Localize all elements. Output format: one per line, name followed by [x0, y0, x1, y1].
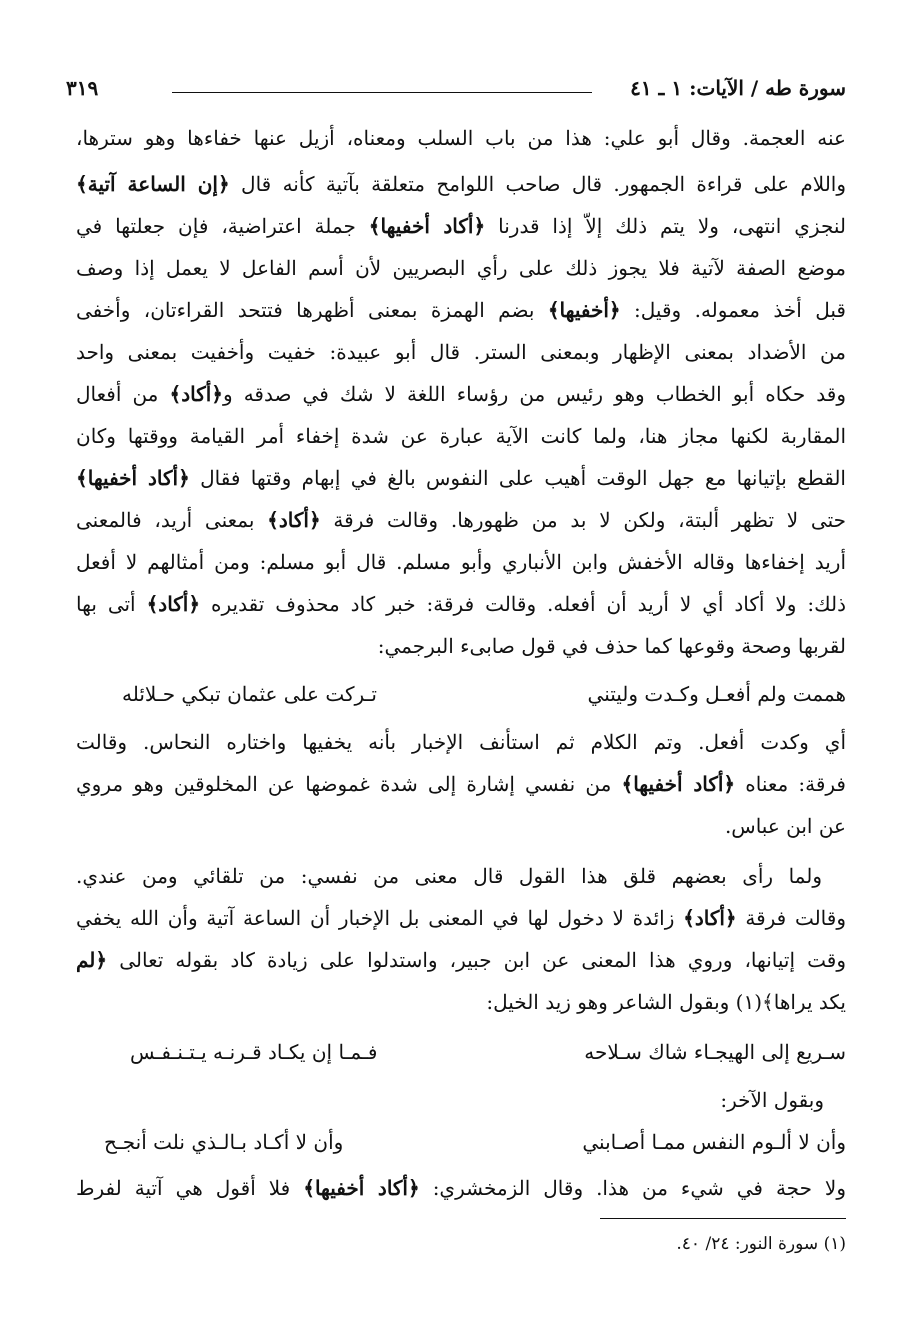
- page-number: ٣١٩: [66, 76, 99, 100]
- text-line: يكد يراها﴾(١) وبقول الشاعر وهو زيد الخيل:: [486, 990, 846, 1014]
- text-line: وقد حكاه أبو الخطاب وهو رئيس من رؤساء اللغة لا شك في صدقه و﴿أكاد﴾ من أفعال: [76, 382, 846, 406]
- verse-hemistich-first: هممت ولم أفعـل وكـدت وليتني: [587, 682, 846, 706]
- text-line: فرقة: معناه ﴿أكاد أخفيها﴾ من نفسي إشارة إلى شدة غموضها عن المخلوقين وهو مروي: [76, 772, 846, 796]
- quran-quote: ﴿أكاد﴾: [169, 382, 223, 406]
- quran-quote: ﴿أخفيها﴾: [547, 298, 621, 322]
- text-line: واللام على قراءة الجمهور. قال صاحب اللوامح متعلقة بآتية كأنه قال ﴿إن الساعة آتية﴾: [76, 172, 847, 196]
- verse-hemistich-second: وأن لا أكـاد بـالـذي نلت أنجـح: [104, 1130, 344, 1154]
- text-line: عنه العجمة. وقال أبو علي: هذا من باب السلب ومعناه، أزيل عنها خفاءها وهو سترها،: [76, 126, 846, 150]
- text-line: من الأضداد بمعنى الإظهار وبمعنى الستر. قال أبو عبيدة: خفيت وأخفيت بمعنى واحد: [76, 340, 846, 364]
- page-header: [60, 76, 846, 106]
- text-line: لنجزي انتهى، ولا يتم ذلك إلاّ إذا قدرنا ﴿أكاد أخفيها﴾ جملة اعتراضية، فإن جعلتها في: [76, 214, 847, 238]
- text-line: وقالت فرقة ﴿أكاد﴾ زائدة لا دخول لها في المعنى بل الإخبار أن الساعة آتية وأن الله يخفي: [76, 906, 846, 930]
- text-line: قبل أخذ معموله. وقيل: ﴿أخفيها﴾ بضم الهمزة بمعنى أظهرها فتتحد القراءتان، وأخفى: [76, 298, 846, 322]
- text-line: ولما رأى بعضهم قلق هذا القول قال معنى من نفسي: من تلقائي ومن عندي.: [76, 864, 822, 888]
- footnote: (١) سورة النور: ٢٤/ ٤٠.: [676, 1234, 846, 1254]
- surah-title: سورة طه / الآيات: ١ ـ ٤١: [630, 76, 846, 100]
- quran-quote: ﴿أكاد﴾: [146, 592, 201, 616]
- verse-hemistich-second: فـمـا إن يكـاد قـرنـه يـتـنـفـس: [130, 1040, 378, 1064]
- text-line: القطع بإتيانها مع جهل الوقت أهيب على النفوس بالغ في إبهام وقتها فقال ﴿أكاد أخفيها﴾: [76, 466, 846, 490]
- quran-quote: ﴿أكاد﴾: [267, 508, 321, 532]
- text-line: وبقول الآخر:: [720, 1088, 824, 1112]
- text-line: ولا حجة في شيء من هذا. وقال الزمخشري: ﴿أكاد أخفيها﴾ فلا أقول هي آتية لفرط: [76, 1176, 846, 1200]
- verse-hemistich-first: وأن لا ألـوم النفس ممـا أصـابني: [582, 1130, 846, 1154]
- quran-quote: ﴿لم: [76, 948, 108, 972]
- text-line: أي وكدت أفعل. وتم الكلام ثم استأنف الإخبار بأنه يخفيها واختاره النحاس. وقالت: [76, 730, 846, 754]
- text-line: المقاربة لكنها مجاز هنا، ولما كانت الآية عبارة عن شدة إخفاء أمر القيامة ووقتها وكان: [76, 424, 846, 448]
- text-line: وقت إتيانها، وروي هذا المعنى عن ابن جبير، واستدلوا على زيادة كاد بقوله تعالى ﴿لم: [76, 948, 846, 972]
- text-line: حتى لا تظهر ألبتة، ولكن لا بد من ظهورها. وقالت فرقة ﴿أكاد﴾ بمعنى أريد، فالمعنى: [76, 508, 846, 532]
- quran-quote: ﴿أكاد أخفيها﴾: [621, 772, 736, 796]
- verse-hemistich-first: سـريع إلى الهيجـاء شاك سـلاحه: [584, 1040, 846, 1064]
- text-line: ذلك: ولا أكاد أي لا أريد أن أفعله. وقالت فرقة: خبر كاد محذوف تقديره ﴿أكاد﴾ أتى بها: [76, 592, 846, 616]
- quran-quote: ﴿إن الساعة آتية﴾: [76, 172, 230, 196]
- quran-quote: ﴿أكاد أخفيها﴾: [368, 214, 486, 238]
- text-line: أريد إخفاءها وقاله الأخفش وابن الأنباري وأبو مسلم. قال أبو مسلم: ومن أمثالهم لا أفعل: [76, 550, 846, 574]
- quran-quote: ﴿أكاد أخفيها﴾: [303, 1176, 420, 1200]
- quran-quote: ﴿أكاد أخفيها﴾: [76, 466, 190, 490]
- text-line: لقربها وصحة وقوعها كما حذف في قول صابىء البرجمي:: [377, 634, 846, 658]
- text-line: عن ابن عباس.: [724, 814, 846, 838]
- footnote-rule: [600, 1218, 846, 1219]
- text-line: موضع الصفة لآتية فلا يجوز ذلك على رأي البصريين لأن أسم الفاعل لا يعمل إذا وصف: [76, 256, 846, 280]
- header-rule: [172, 92, 592, 93]
- quran-quote: ﴿أكاد﴾: [683, 906, 737, 930]
- verse-hemistich-second: تـركت على عثمان تبكي حـلائله: [122, 682, 377, 706]
